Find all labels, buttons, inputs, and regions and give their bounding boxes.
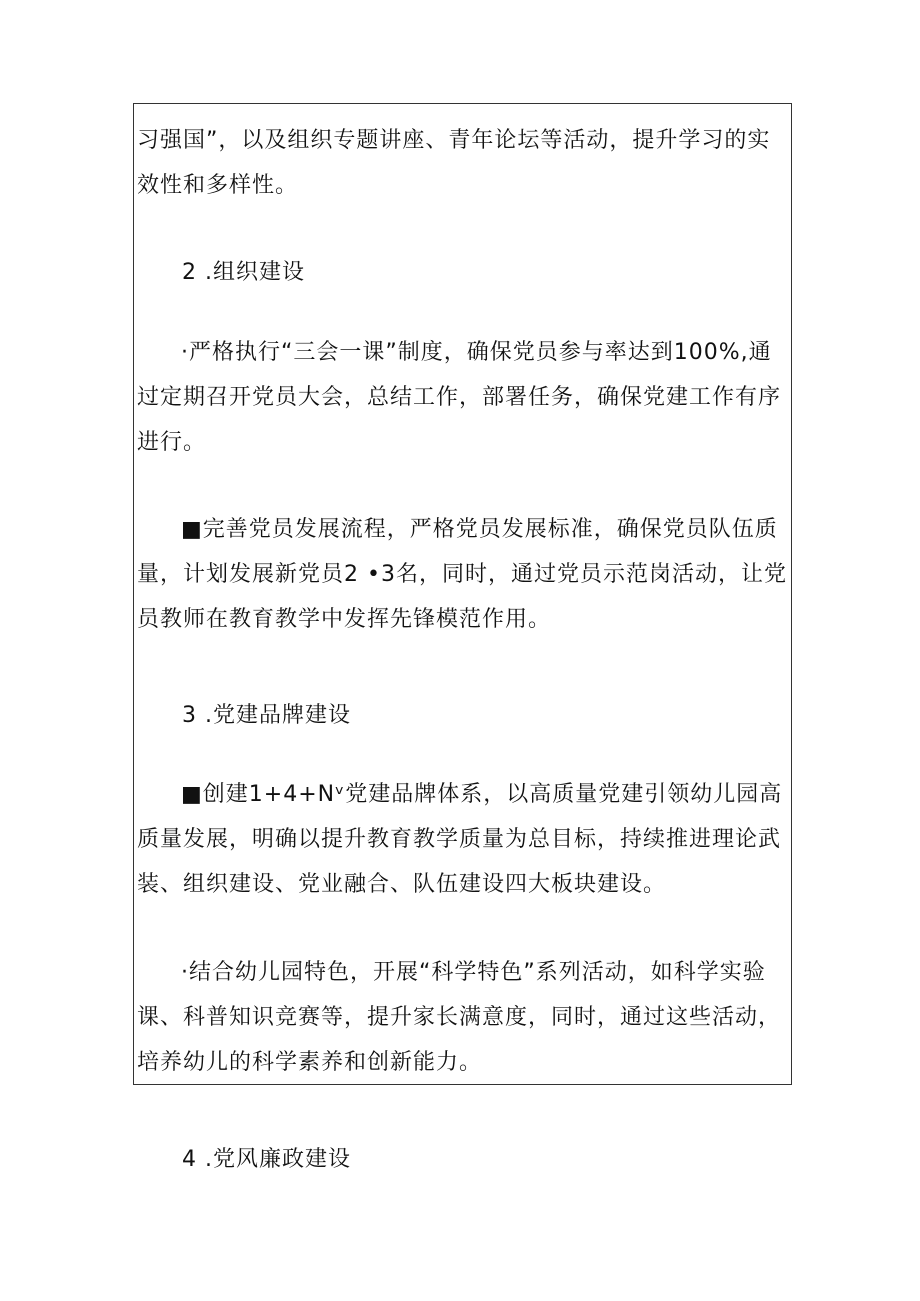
heading-organization: 2 .组织建设: [182, 260, 305, 285]
heading-integrity: 4 .党风廉政建设: [182, 1147, 351, 1172]
paragraph-study: 习强国”，以及组织专题讲座、青年论坛等活动，提升学习的实效性和多样性。: [137, 128, 771, 198]
heading-brand: 3 .党建品牌建设: [182, 703, 351, 728]
paragraph-brand-system: ■创建1+4+Nᵛ党建品牌体系，以高质量党建引领幼儿园高质量发展，明确以提升教育教学质量为总目标，持续推进理论武装、组织建设、党业融合、队伍建设四大板块建设。: [137, 782, 783, 897]
paragraph-three-meetings: ·严格执行“三会一课”制度，确保党员参与率达到100%,通过定期召开党员大会，总结工作，部署任务，确保党建工作有序进行。: [137, 340, 782, 455]
paragraph-member-development: ■完善党员发展流程，严格党员发展标准，确保党员队伍质量，计划发展新党员2 •3名，同时，通过党员示范岗活动，让党员教师在教育教学中发挥先锋模范作用。: [137, 517, 787, 632]
paragraph-science-activities: ·结合幼儿园特色，开展“科学特色”系列活动，如科学实验课、科普知识竞赛等，提升家长满意度，同时，通过这些活动，培养幼儿的科学素养和创新能力。: [137, 960, 782, 1075]
